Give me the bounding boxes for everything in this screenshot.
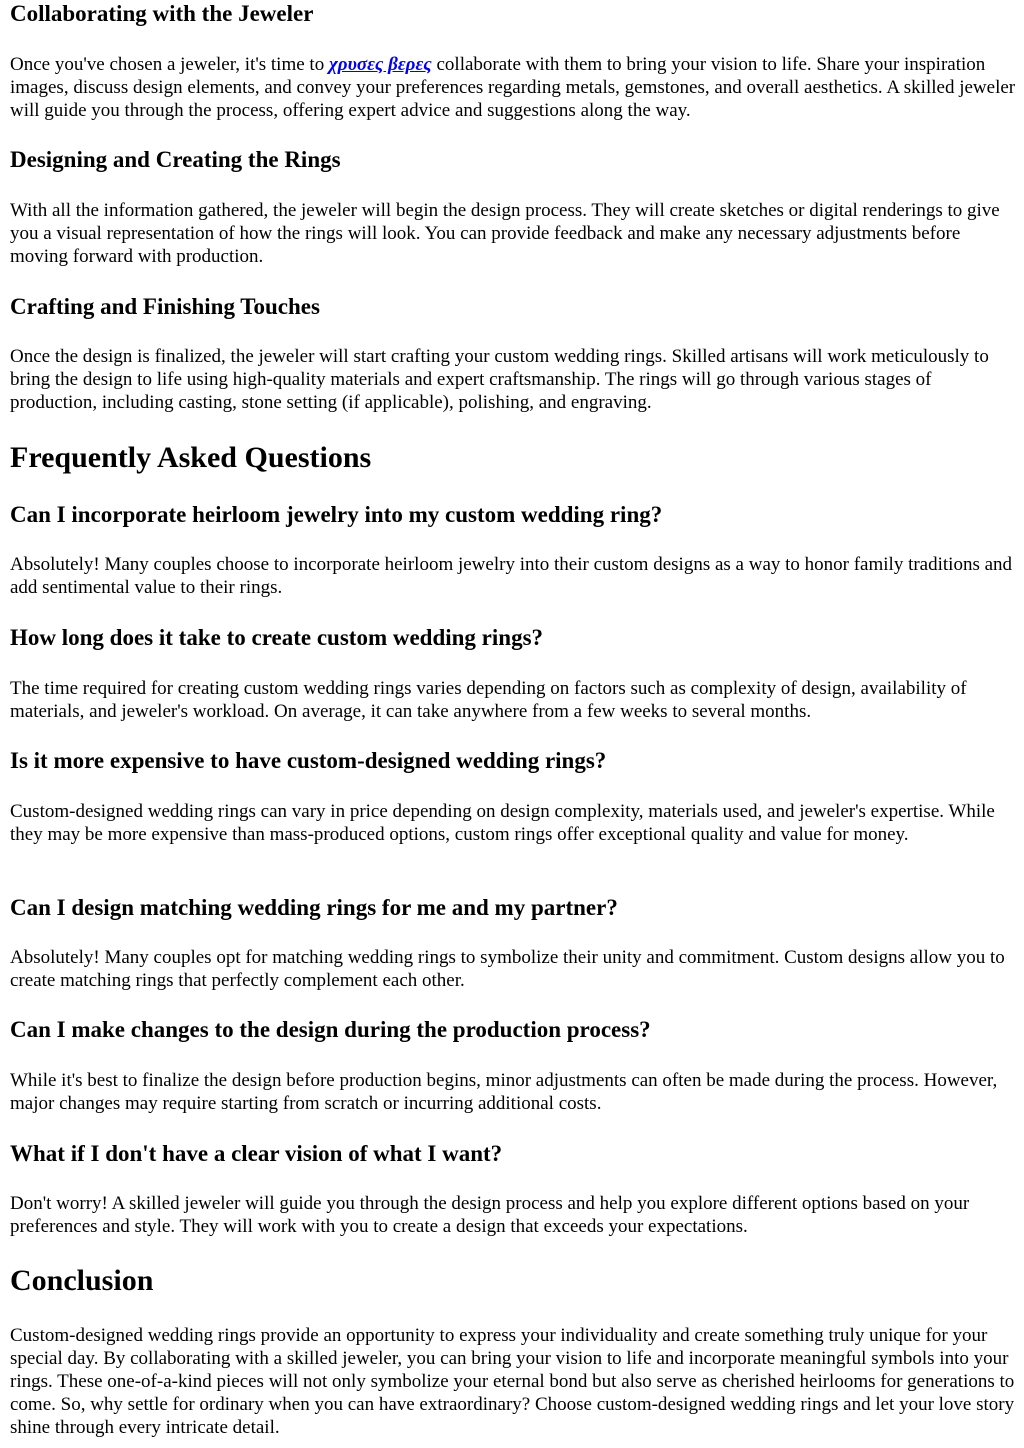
faq-answer: Absolutely! Many couples opt for matching wedding rings to symbolize their unity and commitment. Custom designs allow you to create matching rings that perfectly complement each other. (10, 947, 1005, 991)
faq-question: How long does it take to create custom wedding rings? (10, 625, 544, 650)
conclusion-heading: Conclusion (10, 1264, 154, 1297)
text-before-link: Once you've chosen a jeweler, it's time to (10, 54, 329, 75)
section-text-collaborating (10, 53, 1016, 122)
faq-answer: Custom-designed wedding rings can vary in price depending on design complexity, materials used, and jeweler's expertise. While they may be more expensive than mass-produced options, custom rings offer exceptional quality and value for money. (10, 801, 995, 845)
faq-answer: Absolutely! Many couples choose to incorporate heirloom jewelry into their custom designs as a way to honor family traditions and add sentimental value to their rings. (10, 554, 1013, 598)
faq-question: Can I design matching wedding rings for me and my partner? (10, 895, 618, 920)
section-text-crafting: Once the design is finalized, the jeweler will start crafting your custom wedding rings. Skilled artisans will work meticulously to bring the design to life using high-quality materials and expert craftsmanship. The rings will go through various stages of production, including casting, stone setting (if applicable), polishing, and engraving. (10, 346, 989, 413)
conclusion-text: Custom-designed wedding rings provide an opportunity to express your individuality and create something truly unique for your special day. By collaborating with a skilled jeweler, you can bring your vision to life and incorporate meaningful symbols into your rings. These one-of-a-kind pieces will not only symbolize your eternal bond but also serve as cherished heirlooms for generations to come. So, why settle for ordinary when you can have extraordinary? Choose custom-designed wedding rings and let your love story shine through every intricate detail. (10, 1325, 1015, 1438)
section-heading-crafting: Crafting and Finishing Touches (10, 294, 320, 319)
faq-question: What if I don't have a clear vision of what I want? (10, 1141, 503, 1166)
faq-question: Is it more expensive to have custom-designed wedding rings? (10, 748, 607, 773)
faq-answer: While it's best to finalize the design before production begins, minor adjustments can often be made during the process. However, major changes may require starting from scratch or incurring additional costs. (10, 1070, 998, 1114)
text-after-link: collaborate with them to bring your vision to life. Share your inspiration images, discuss design elements, and convey your preferences regarding metals, gemstones, and overall aesthetics. A skilled jeweler will guide you through the process, offering expert advice and suggestions along the way. (10, 54, 1016, 121)
section-heading-collaborating: Collaborating with the Jeweler (10, 1, 314, 26)
faq-answer: Don't worry! A skilled jeweler will guide you through the design process and help you explore different options based on your preferences and style. They will work with you to create a design that exceeds your expectations. (10, 1193, 970, 1237)
jewelry-link[interactable]: χρυσες βερες (328, 54, 432, 75)
faq-question: Can I make changes to the design during the production process? (10, 1017, 651, 1042)
section-heading-designing: Designing and Creating the Rings (10, 147, 341, 172)
faq-question: Can I incorporate heirloom jewelry into my custom wedding ring? (10, 502, 663, 527)
section-text-designing: With all the information gathered, the jeweler will begin the design process. They will create sketches or digital renderings to give you a visual representation of how the rings will look. You can provide feedback and make any necessary adjustments before moving forward with production. (10, 200, 1000, 267)
faq-heading: Frequently Asked Questions (10, 441, 372, 474)
faq-answer: The time required for creating custom wedding rings varies depending on factors such as complexity of design, availability of materials, and jeweler's workload. On average, it can take anywhere from a few weeks to several months. (10, 678, 967, 722)
